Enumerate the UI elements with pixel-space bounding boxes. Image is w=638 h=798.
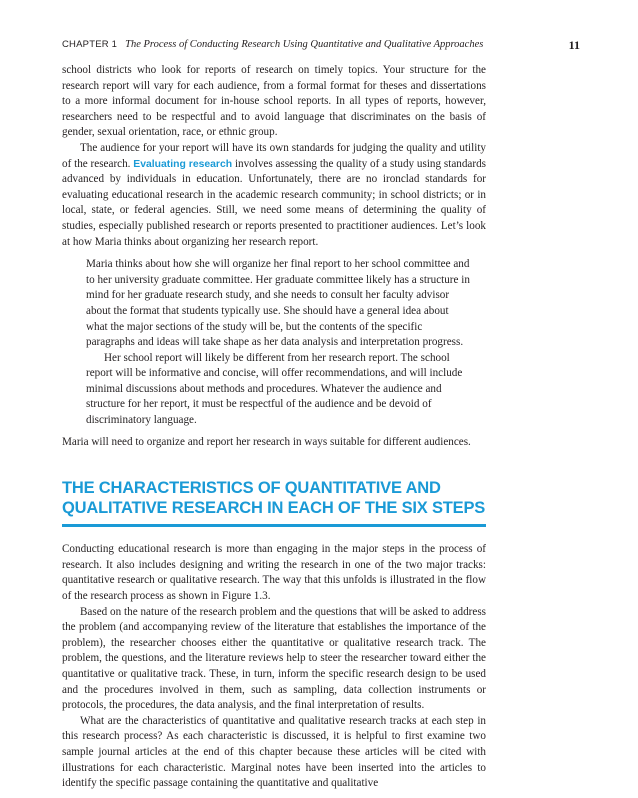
page-number: 11 <box>568 38 580 52</box>
example-paragraph: Maria thinks about how she will organize her final report to her school committee and to her university graduate committee. Her graduate committee likely has a structure in mind for her graduate research study, and she needs to consult her faculty advisor about the format that students typically use. She should have a general idea about what the major sections of the study will be, but the contents of the specific paragraphs and ideas will take shape as her data analysis and interpretation progress. <box>86 258 470 349</box>
key-term: Evaluating research <box>133 158 233 170</box>
section-heading-line: THE CHARACTERISTICS OF QUANTITATIVE AND <box>62 479 441 498</box>
heading-rule <box>62 524 486 527</box>
paragraph: Based on the nature of the research problem and the questions that will be asked to address the problem (and accompanying review of the literature that establishes the importance of the problem), the researcher chooses either the quantitative or qualitative research track. The problem, the questions, and the literature reviews help to steer the researcher toward either the quantitative or qualitative track. These, in turn, inform the specific research design to be used and the procedures involved in them, such as sampling, data collection instruments or protocols, the procedures, the data analysis, and the final interpretation of results. <box>62 605 486 712</box>
paragraph <box>62 141 486 250</box>
paragraph: Maria will need to organize and report her research in ways suitable for different audiences. <box>62 435 471 448</box>
section-heading <box>62 478 486 518</box>
running-title: The Process of Conducting Research Using Quantitative and Qualitative Approaches <box>125 39 484 50</box>
paragraph: Conducting educational research is more than engaging in the major steps in the process of research. It also includes designing and writing the research in one of the two major tracks: quantitative research or qualitative research. The way that this unfolds is illustrated in the flow of the research process as shown in Figure 1.3. <box>62 543 486 603</box>
paragraph-text: The audience for your report will have its own standards for judging the quality and utility of the research. <box>62 141 486 170</box>
section <box>62 478 486 792</box>
example-paragraph: Her school report will likely be different from her research report. The school report will be informative and concise, will offer recommendations, and will include minimal discussions about methods and procedures. Whatever the audience and structure for her report, it must be respectful of the audience and be devoid of discriminatory language. <box>86 351 463 427</box>
chapter-label: CHAPTER 1 <box>62 39 118 50</box>
paragraph-text: involves assessing the quality of a study using standards advanced by individuals in education. Unfortunately, there are no ironclad standards for evaluating educational research in the academic research community; in school districts; or in local, state, or federal agencies. Still, we need some means of determining the quality of studies, especially published research or reports presented to practitioner audiences. Let’s look at how Maria thinks about organizing her research report. <box>62 157 486 248</box>
paragraph: What are the characteristics of quantitative and qualitative research tracks at each step in this research process? As each characteristic is discussed, it is helpful to first examine two sample journal articles at the end of this chapter because these articles will be cited with illustrations for each characteristic. Marginal notes have been inserted into the articles to identify the specific passage containing the quantitative and qualitative <box>62 714 486 790</box>
paragraph: school districts who look for reports of research on timely topics. Your structure for the research report will vary for each audience, from a formal format for theses and dissertations to a more informal document for in-house school reports. In all types of reports, however, researchers need to be respectful and to avoid language that discriminates on the basis of gender, sexual orientation, race, or ethnic group. <box>62 64 486 139</box>
running-header <box>62 38 580 52</box>
body-text <box>62 63 486 792</box>
example-block <box>86 257 472 429</box>
section-heading-line: QUALITATIVE RESEARCH IN EACH OF THE SIX STEPS <box>62 499 486 518</box>
